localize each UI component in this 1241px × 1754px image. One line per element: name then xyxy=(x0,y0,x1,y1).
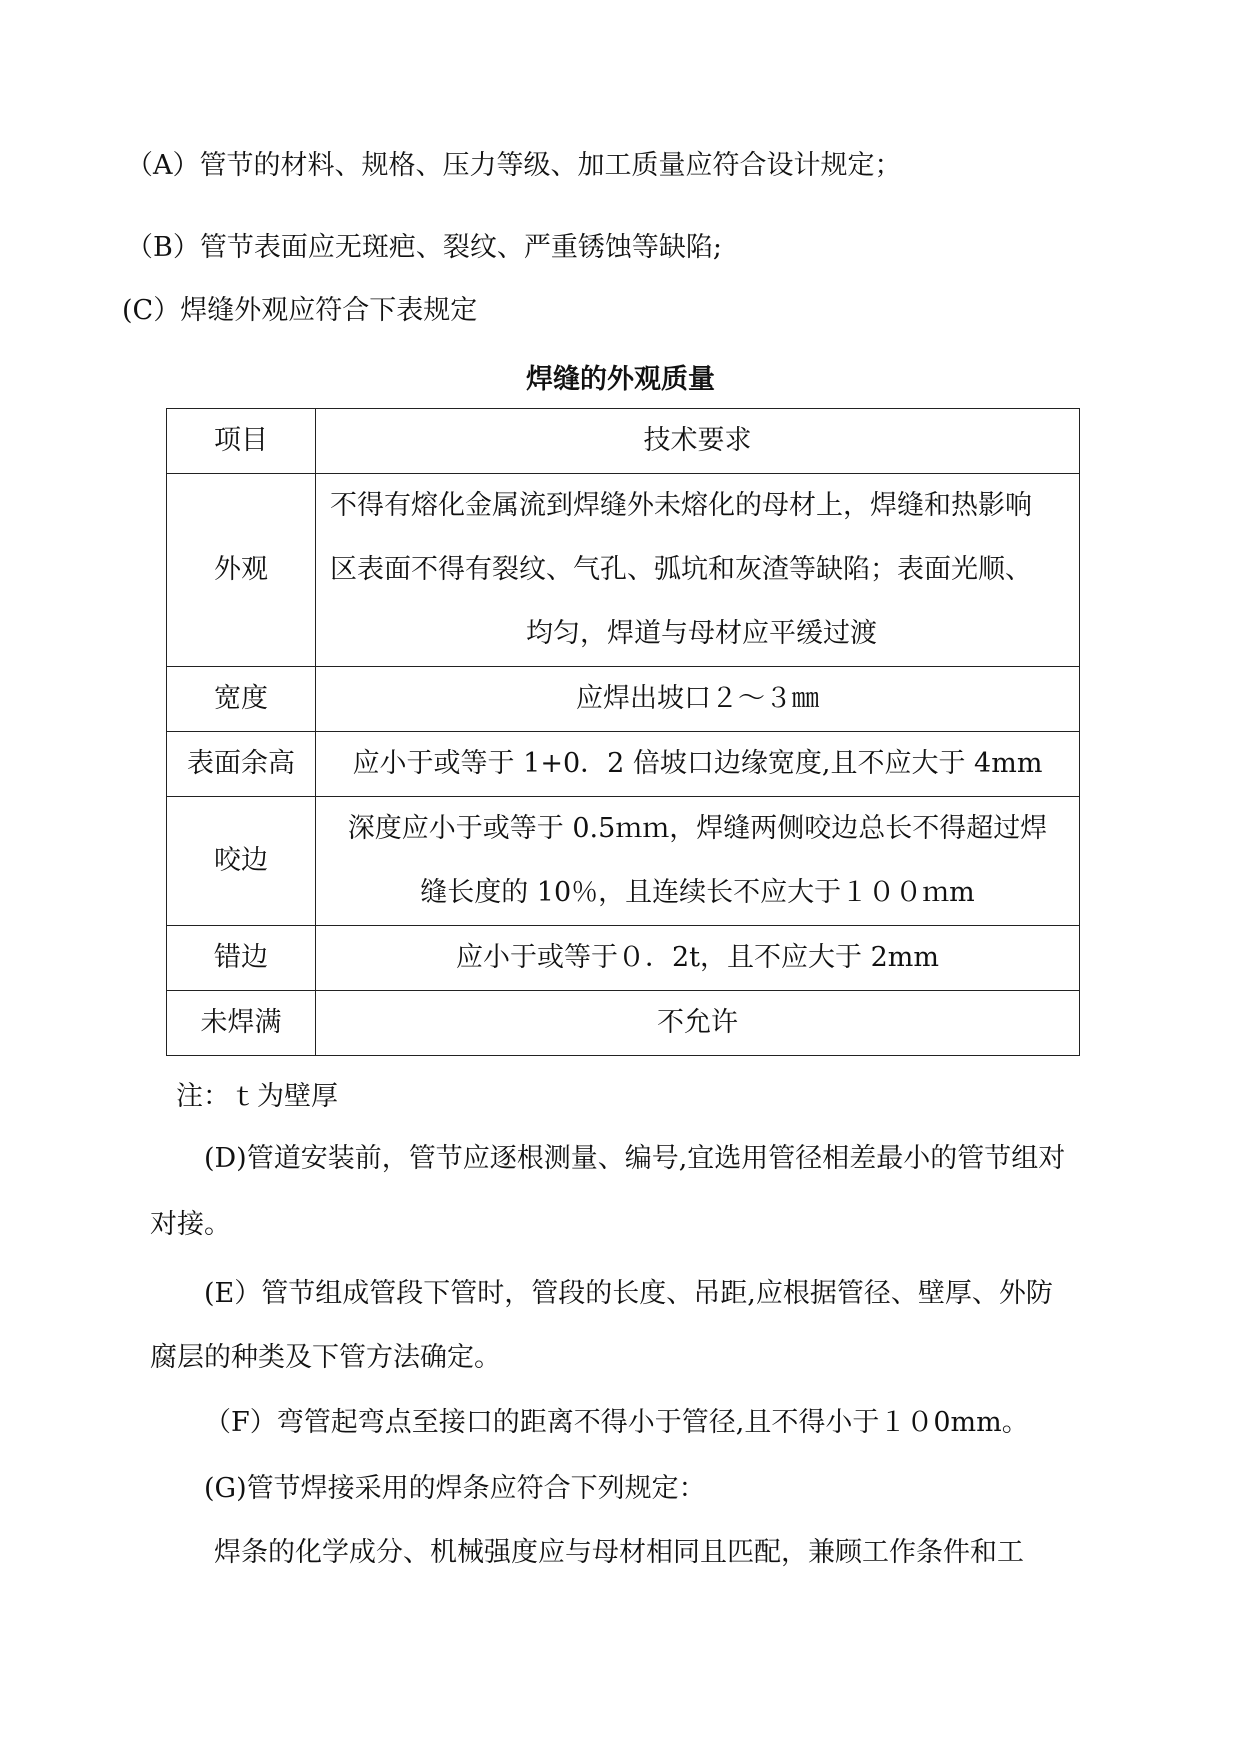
row-item: 宽度 xyxy=(167,667,316,732)
table-row xyxy=(167,991,1080,1056)
row-item: 咬边 xyxy=(167,797,316,926)
paragraph-e: (E）管节组成管段下管时，管段的长度、吊距,应根据管径、壁厚、外防 xyxy=(204,1278,1053,1309)
table-note: 注：ｔ为壁厚 xyxy=(176,1081,338,1112)
requirement-line: 均匀，焊道与母材应平缓过渡 xyxy=(526,618,877,649)
paragraph-g-detail: 焊条的化学成分、机械强度应与母材相同且匹配，兼顾工作条件和工 xyxy=(214,1537,1024,1568)
table-row xyxy=(167,797,1080,926)
row-requirement: 应小于或等于０．2t，且不应大于 2mm xyxy=(316,926,1080,991)
weld-appearance-table xyxy=(166,408,1080,1056)
table-row xyxy=(167,474,1080,667)
row-requirement: 应焊出坡口２～３㎜ xyxy=(316,667,1080,732)
row-requirement xyxy=(316,797,1080,926)
row-requirement: 应小于或等于 1+0．2 倍坡口边缘宽度,且不应大于 4mm xyxy=(316,732,1080,797)
requirement-line: 不得有熔化金属流到焊缝外未熔化的母材上，焊缝和热影响 xyxy=(330,490,1032,521)
requirement-line: 深度应小于或等于 0.5ｍｍ，焊缝两侧咬边总长不得超过焊 xyxy=(347,813,1048,844)
paragraph-d: (D)管道安装前，管节应逐根测量、编号,宜选用管径相差最小的管节组对 xyxy=(204,1143,1066,1174)
row-item: 表面余高 xyxy=(167,732,316,797)
header-item: 项目 xyxy=(167,409,316,474)
paragraph-a: （A）管节的材料、规格、压力等级、加工质量应符合设计规定； xyxy=(126,150,902,181)
table-header-row xyxy=(167,409,1080,474)
paragraph-f: （F）弯管起弯点至接口的距离不得小于管径,且不得小于１０0mm。 xyxy=(204,1407,1029,1438)
row-item: 未焊满 xyxy=(167,991,316,1056)
row-item: 外观 xyxy=(167,474,316,667)
row-item: 错边 xyxy=(167,926,316,991)
paragraph-d-cont: 对接。 xyxy=(150,1209,231,1240)
table-row xyxy=(167,926,1080,991)
table-row xyxy=(167,667,1080,732)
table-title: 焊缝的外观质量 xyxy=(526,364,715,395)
row-requirement xyxy=(316,474,1080,667)
paragraph-e-cont: 腐层的种类及下管方法确定。 xyxy=(150,1342,501,1373)
table-row xyxy=(167,732,1080,797)
requirement-line: 缝长度的 10％，且连续长不应大于１００ｍm xyxy=(420,877,975,908)
paragraph-c: (C）焊缝外观应符合下表规定 xyxy=(122,295,478,326)
paragraph-b: （B）管节表面应无斑疤、裂纹、严重锈蚀等缺陷; xyxy=(126,232,722,263)
paragraph-g: (G)管节焊接采用的焊条应符合下列规定： xyxy=(204,1473,706,1504)
requirement-line: 区表面不得有裂纹、气孔、弧坑和灰渣等缺陷；表面光顺、 xyxy=(330,554,1032,585)
row-requirement: 不允许 xyxy=(316,991,1080,1056)
header-requirement: 技术要求 xyxy=(316,409,1080,474)
